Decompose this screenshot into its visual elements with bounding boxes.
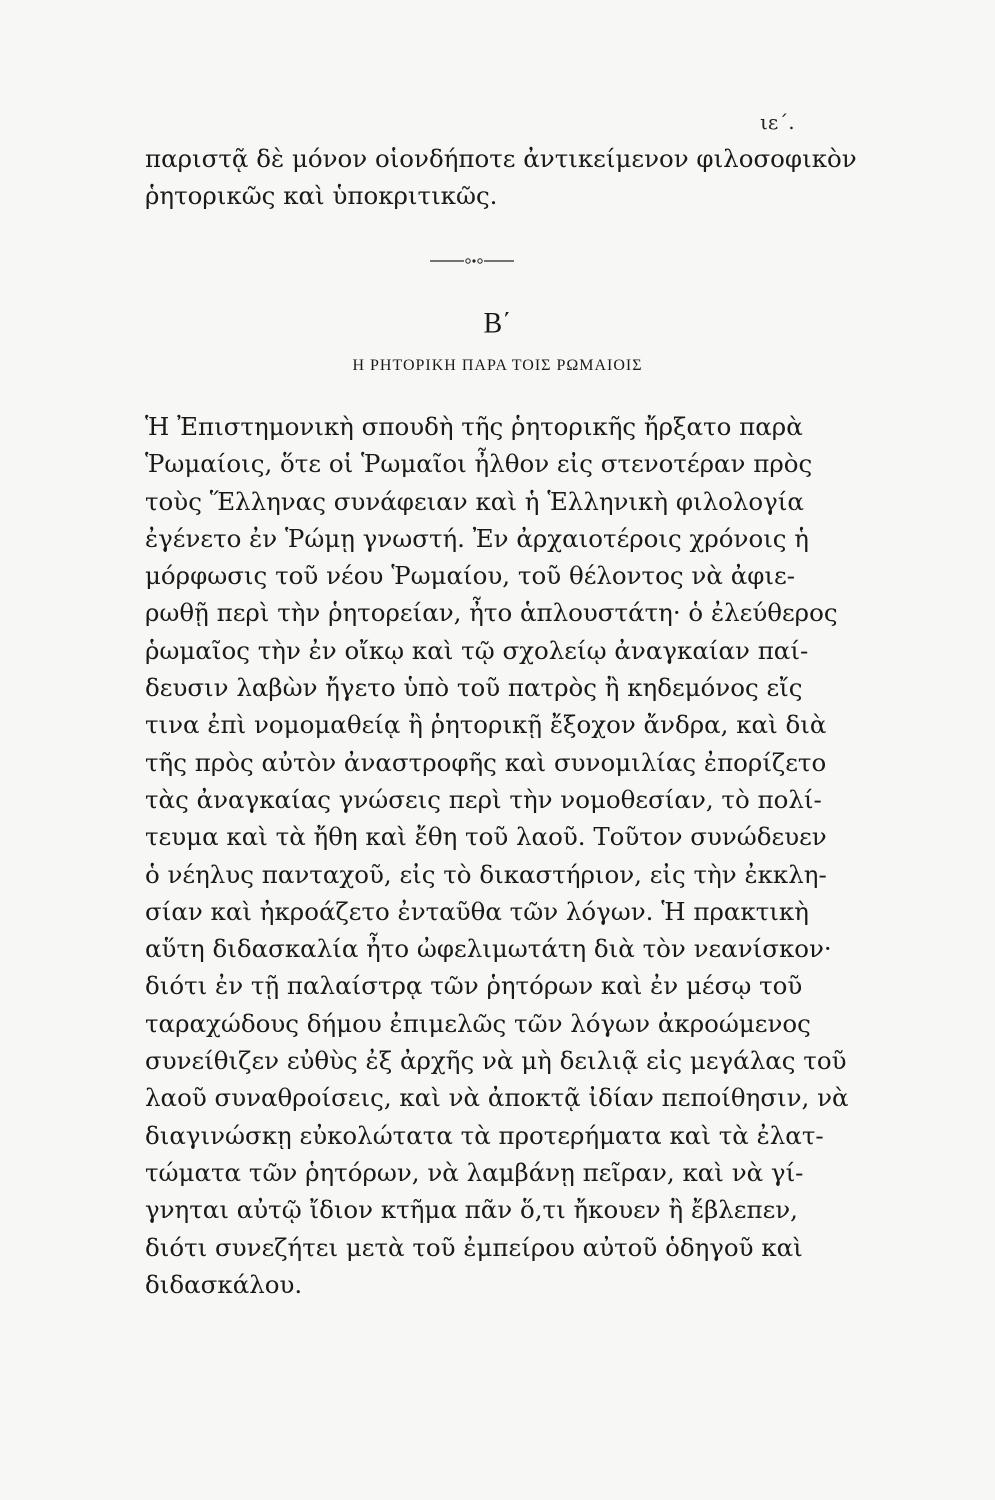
text-line: αὕτη διδασκαλία ἦτο ὠφελιμωτάτη διὰ τὸν νεανίσκον·	[145, 934, 832, 964]
text-line: ῥωμαῖος τὴν ἐν οἴκῳ καὶ τῷ σχολείῳ ἀναγκαίαν παί-	[145, 635, 809, 665]
text-line: τευμα καὶ τὰ ἤθη καὶ ἔθη τοῦ λαοῦ. Τοῦτον συνώδευεν	[145, 822, 827, 852]
intro-paragraph	[145, 140, 857, 214]
text-line: συνείθιζεν εὐθὺς ἐξ ἀρχῆς νὰ μὴ δειλιᾷ εἰς μεγάλας τοῦ	[145, 1046, 847, 1076]
text-line: μόρφωσις τοῦ νέου Ῥωμαίου, τοῦ θέλοντος νὰ ἀφιε-	[145, 561, 795, 591]
text-line: ταραχώδους δήμου ἐπιμελῶς τῶν λόγων ἀκροώμενος	[145, 1008, 811, 1038]
text-line: ῥητορικῶς καὶ ὑποκριτικῶς.	[145, 181, 498, 210]
text-line: τώματα τῶν ῥητόρων, νὰ λαμβάνῃ πεῖραν, καὶ νὰ γί-	[145, 1157, 804, 1187]
text-line: τὰς ἀναγκαίας γνώσεις περὶ τὴν νομοθεσίαν, τὸ πολί-	[145, 784, 822, 814]
text-line: ρωθῇ περὶ τὴν ῥητορείαν, ἦτο ἁπλουστάτη· ὁ ἐλεύθερος	[145, 598, 838, 628]
section-divider-ornament	[430, 255, 514, 267]
text-line: τοὺς Ἕλληνας συνάφειαν καὶ ἡ Ἑλληνικὴ φιλολογία	[145, 486, 804, 516]
text-line: τινα ἐπὶ νομομαθείᾳ ἢ ῥητορικῇ ἔξοχον ἄνδρα, καὶ διὰ	[145, 710, 827, 740]
text-line: ἐγένετο ἐν Ῥώμῃ γνωστή. Ἐν ἀρχαιοτέροις χρόνοις ἡ	[145, 523, 809, 553]
text-line: γνηται αὐτῷ ἴδιον κτῆμα πᾶν ὅ,τι ἤκουεν ἢ ἔβλεπεν,	[145, 1195, 798, 1225]
text-line: διότι συνεζήτει μετὰ τοῦ ἐμπείρου αὐτοῦ ὁδηγοῦ καὶ	[145, 1232, 803, 1262]
text-line: λαοῦ συναθροίσεις, καὶ νὰ ἀποκτᾷ ἰδίαν πεποίθησιν, νὰ	[145, 1083, 849, 1113]
page-number: ιε΄.	[760, 110, 795, 134]
text-line: διαγινώσκῃ εὐκολώτατα τὰ προτερήματα καὶ τὰ ἐλατ-	[145, 1120, 824, 1150]
body-paragraph	[145, 408, 849, 1303]
chapter-title: Η ΡΗΤΟΡΙΚΗ ΠΑΡΑ ΤΟΙΣ ΡΩΜΑΙΟΙΣ	[352, 357, 643, 374]
text-line: σίαν καὶ ἠκροάζετο ἐνταῦθα τῶν λόγων. Ἡ πρακτικὴ	[145, 896, 809, 926]
text-line: διότι ἐν τῇ παλαίστρᾳ τῶν ῥητόρων καὶ ἐν μέσῳ τοῦ	[145, 971, 803, 1001]
text-line: Ἡ Ἐπιστημονικὴ σπουδὴ τῆς ῥητορικῆς ἤρξατο παρὰ	[145, 412, 803, 441]
text-line: Ῥωμαίοις, ὅτε οἱ Ῥωμαῖοι ἦλθον εἰς στενοτέραν πρὸς	[145, 449, 813, 479]
text-line: τῆς πρὸς αὐτὸν ἀναστροφῆς καὶ συνομιλίας ἐπορίζετο	[145, 747, 827, 777]
chapter-mark: Β΄	[483, 308, 512, 339]
text-line: παριστᾷ δὲ μόνον οἱονδήποτε ἀντικείμενον φιλοσοφικὸν	[145, 144, 857, 173]
text-line: δευσιν λαβὼν ἤγετο ὑπὸ τοῦ πατρὸς ἢ κηδεμόνος εἴς	[145, 673, 803, 703]
text-line: ὁ νέηλυς πανταχοῦ, εἰς τὸ δικαστήριον, εἰς τὴν ἐκκλη-	[145, 859, 827, 889]
text-line: διδασκάλου.	[145, 1269, 303, 1299]
